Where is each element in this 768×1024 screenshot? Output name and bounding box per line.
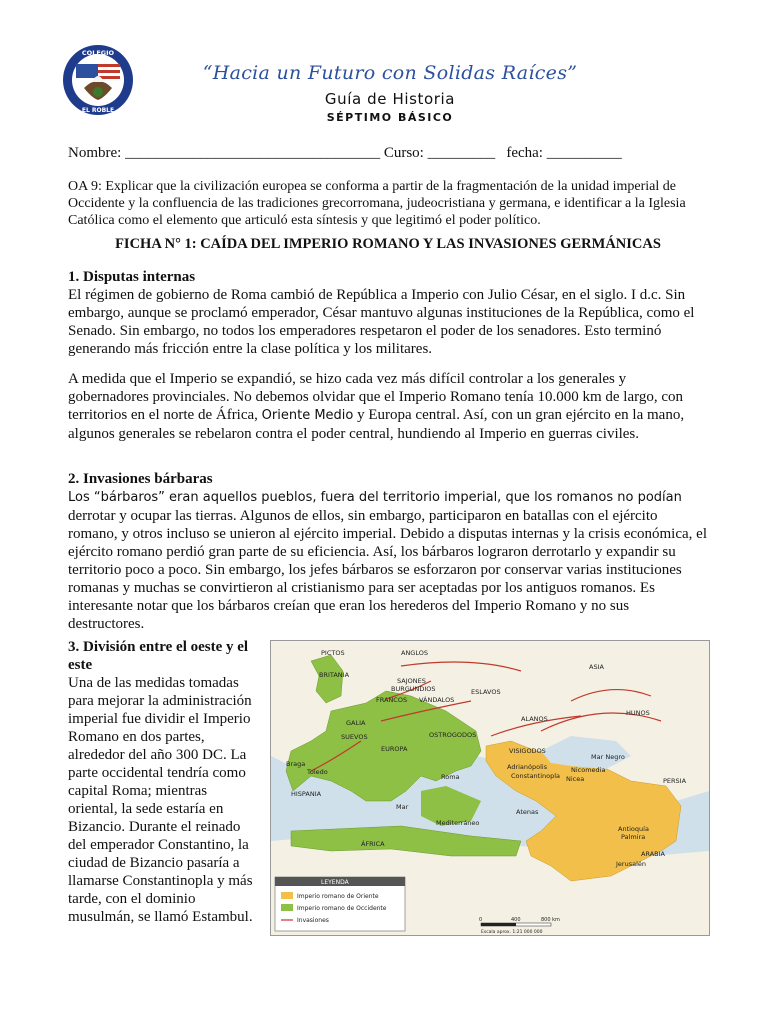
- map-label-roma: Roma: [441, 773, 460, 781]
- map-label-atenas: Atenas: [516, 808, 539, 816]
- map-label-mar: Mar: [396, 803, 409, 811]
- section-invasiones: [68, 470, 708, 633]
- section-3-paragraph: Una de las medidas tomadas para mejorar la administración imperial fue dividir el Imperio Romano en dos partes, alrededor del año 300 DC. La parte occidental tendría como capital Roma; mientras oriental, la sede estaría en Bizancio. Durante el reinado del emperador Constantino, la ciudad de Bizancio pasaría a llamarse Constantinopla y más tarde, con el dominio musulmán, se llamó Estambul.: [68, 675, 253, 925]
- section-1-paragraph-1: El régimen de gobierno de Roma cambió de República a Imperio con Julio César, en el siglo. I d.c. Sin embargo, aunque se proclamó emperador, César mantuvo algunas instituciones de la República, como el Senado. Sin embargo, no todos los emperadores respetaron el poder de los senadores. Esto terminó generando más fricción entre la clase política y los militares.: [68, 287, 695, 357]
- map-label-braga: Braga: [286, 760, 306, 768]
- section-2-part-a: Los “bárbaros” eran aquellos pueblos, fuera del territorio imperial, que los romanos no podían: [68, 490, 682, 505]
- section-3-heading: 3. División entre el oeste y el este: [68, 639, 249, 673]
- map-label-alanos: ALANOS: [521, 715, 548, 723]
- map-label-arabia: ARABIA: [641, 850, 665, 858]
- map-label-adrianopolis: Adrianópolis: [507, 763, 548, 771]
- scale-400: 400: [511, 917, 521, 923]
- map-label-galia: GALIA: [346, 719, 366, 727]
- section-1-paragraph-2: [68, 370, 708, 443]
- learning-objective: OA 9: Explicar que la civilización europea se conforma a partir de la fragmentación de la unidad imperial de Occidente y la confluencia de las tradiciones grecorromana, judeocristiana y germana, e identificar a la Iglesia Católica como el elemento que articuló esta síntesis y que legitimó el poder político.: [68, 179, 686, 228]
- map-label-burgundios: BURGUNDIOS: [391, 685, 436, 693]
- logo-bottom-text: EL ROBLE: [81, 107, 115, 114]
- map-label-visigodos: VISIGODOS: [509, 747, 546, 755]
- map-label-africa: ÁFRICA: [361, 840, 385, 848]
- para-2-part-c: y Europa central. Así, con un gran ejército en la mano, algunos generales se rebelaron contra el poder central, hundiendo al Imperio en guerras civiles.: [68, 407, 685, 442]
- para-2-oriente-medio: Oriente Medio: [261, 408, 354, 423]
- map-label-eslavos: ESLAVOS: [471, 688, 501, 696]
- scale-0: 0: [479, 917, 483, 923]
- logo-top-text: COLEGIO: [81, 49, 115, 57]
- school-motto: “Hacia un Futuro con Solidas Raíces”: [202, 62, 578, 84]
- legend-west: Imperio romano de Occidente: [297, 905, 387, 912]
- ficha-title: FICHA N° 1: CAÍDA DEL IMPERIO ROMANO Y LAS INVASIONES GERMÁNICAS: [115, 236, 661, 252]
- map-label-vandalos: VÁNDALOS: [419, 696, 455, 704]
- map-legend: [275, 877, 405, 931]
- section-2-paragraph: [68, 488, 708, 633]
- map-label-jerusalen: Jerusalén: [616, 860, 647, 868]
- student-info-line[interactable]: Nombre: __________________________________ Curso: _________ fecha: __________: [68, 145, 622, 161]
- map-label-francos: FRANCOS: [376, 696, 408, 704]
- map-label-sajones: SAJONES: [397, 677, 426, 685]
- map-label-suevos: SUEVOS: [341, 733, 368, 741]
- map-label-britania: BRITANIA: [319, 671, 350, 679]
- map-label-constantinopla: Constantinopla: [511, 772, 561, 780]
- guide-subtitle: SÉPTIMO BÁSICO: [326, 111, 454, 124]
- map-label-persia: PERSIA: [663, 777, 687, 785]
- section-2-heading: 2. Invasiones bárbaras: [68, 471, 213, 487]
- legend-title: LEYENDA: [321, 879, 349, 886]
- guide-title: Guía de Historia: [324, 90, 456, 108]
- map-label-pictos: PICTOS: [321, 649, 345, 657]
- map-label-antioquia: Antioquía: [618, 825, 649, 833]
- map-label-europa: EUROPA: [381, 745, 408, 753]
- school-logo: [62, 44, 134, 116]
- section-1-heading: 1. Disputas internas: [68, 269, 196, 285]
- map-label-mediterraneo: Mediterráneo: [436, 819, 480, 827]
- map-label-nicomedia: Nicomedia: [571, 766, 606, 774]
- scale-caption: Escala aprox. 1:21 000 000: [481, 930, 543, 935]
- para-2-part-a: A medida que el Imperio se expandió, se hizo cada vez más difícil controlar a los generales y gobernadores provinciales. No debemos olvidar que el Imperio Romano tenía 10.000 km de largo, con territorios en el norte de África,: [68, 371, 683, 423]
- map-label-hunos: HUNOS: [626, 709, 650, 717]
- map-label-mar-negro: Mar Negro: [591, 753, 625, 761]
- section-2-part-b: derrotar y ocupar las tierras. Algunos de ellos, sin embargo, participaron en batallas con el ejército romano, y otros incluso se unieron al ejército imperial. Debido a disputas internas y la crisis económica, el ejército romano perdió gran parte de su eficiencia. Así, los bárbaros lograron derrotarlo y expandir su territorio poco a poco. Sin embargo, los jefes bárbaros se esforzaron por conservar varias instituciones romanas y muchas se convirtieron al cristianismo para ser aceptadas por los antiguos romanos. Es interesante notar que los bárbaros creían que eran los herederos del Imperio Romano y no sus destructores.: [68, 508, 707, 632]
- map-label-nicea: Nicea: [566, 775, 585, 783]
- roman-empire-map: [270, 640, 710, 936]
- scale-800: 800 km: [541, 917, 560, 923]
- map-label-asia: ASIA: [589, 663, 604, 671]
- section-disputas: [68, 268, 708, 358]
- map-label-ostrogodos: OSTROGODOS: [429, 731, 477, 739]
- section-division: [68, 638, 258, 926]
- map-label-anglos: ANGLOS: [401, 649, 428, 657]
- map-svg: [271, 641, 709, 935]
- map-label-hispania: HISPANIA: [291, 790, 322, 798]
- map-label-palmira: Palmira: [621, 833, 646, 841]
- map-label-toledo: Toledo: [307, 768, 328, 776]
- legend-east: Imperio romano de Oriente: [297, 893, 379, 900]
- legend-invasions: Invasiones: [297, 917, 329, 924]
